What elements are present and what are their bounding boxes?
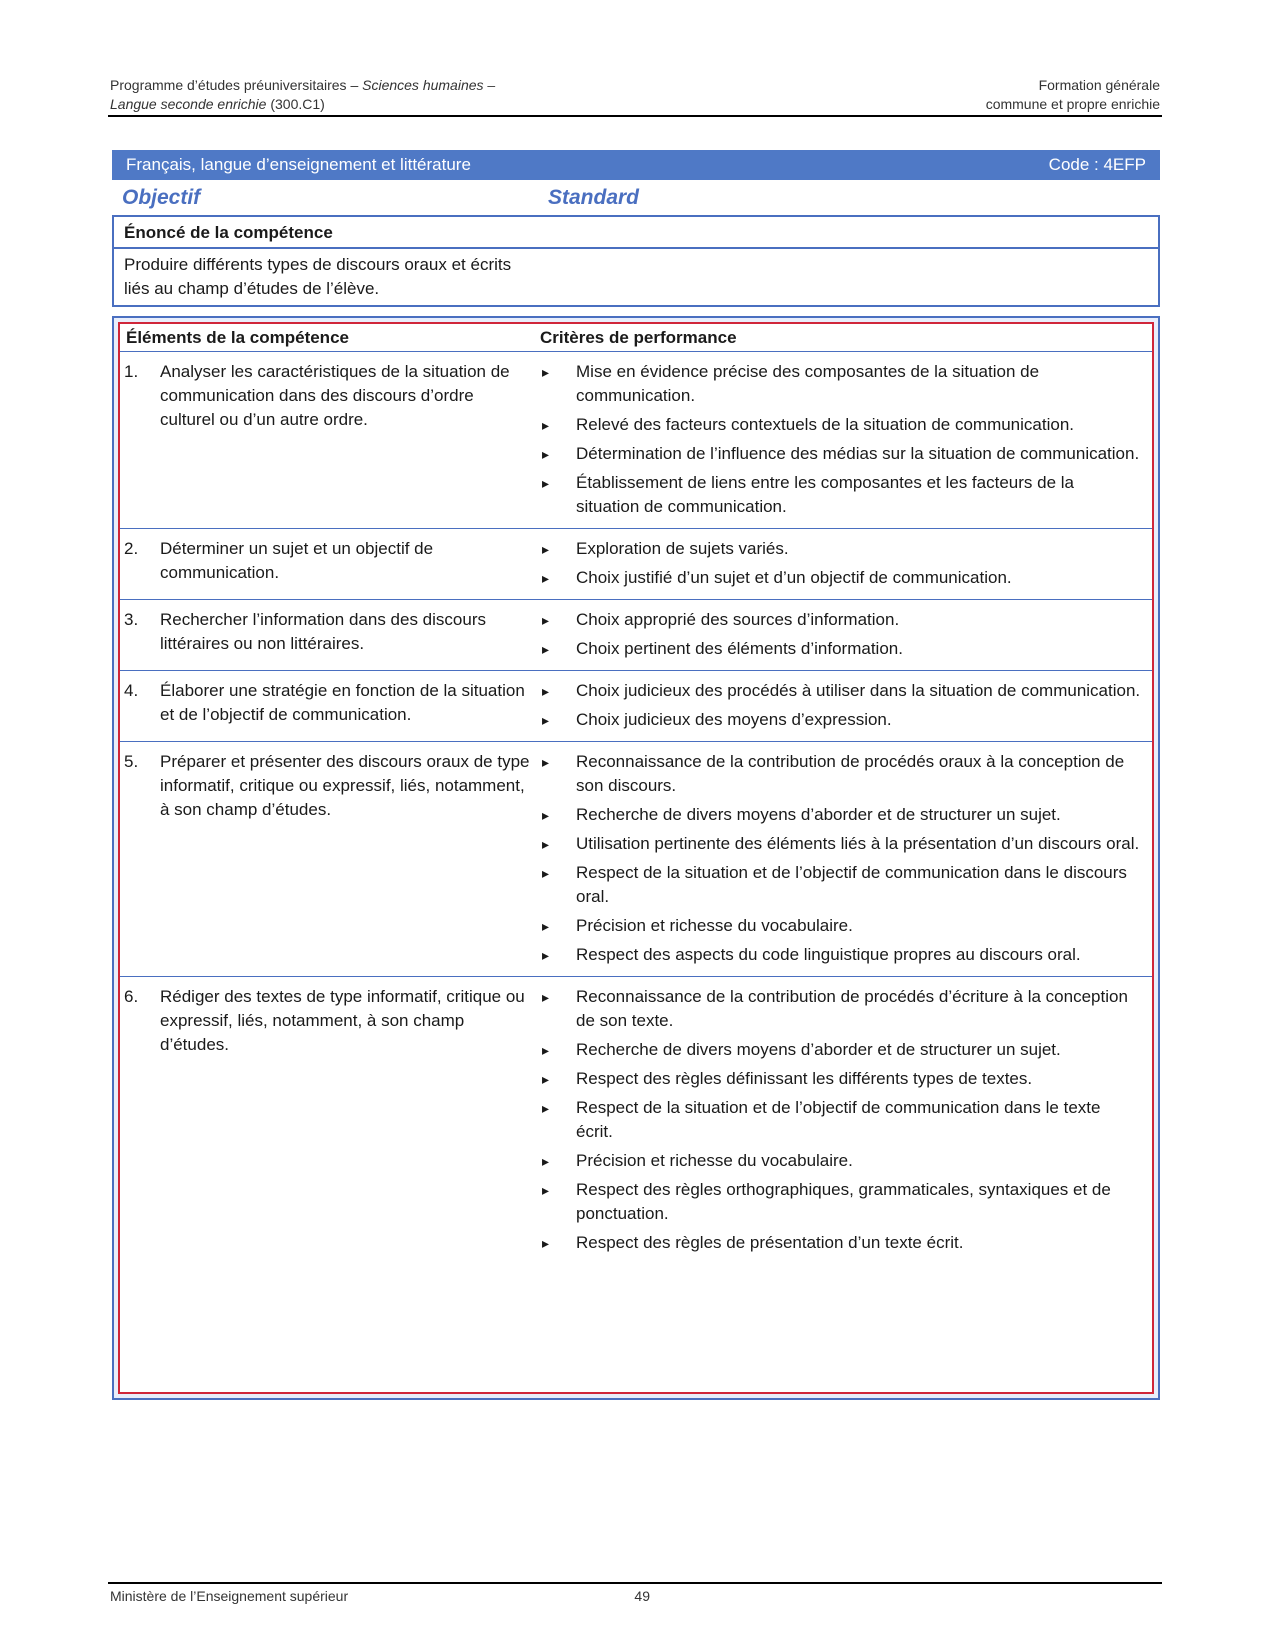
criterion-text: Choix judicieux des moyens d’expression. — [576, 710, 892, 729]
list-item — [540, 943, 1142, 967]
list-item — [540, 1067, 1142, 1091]
element-number: 6. — [124, 987, 139, 1006]
bullet-icon: ▸ — [542, 683, 550, 699]
criterion-text: Établissement de liens entre les composantes et les facteurs de la situation de communication. — [576, 473, 1074, 516]
table-row — [120, 977, 1152, 1264]
criterion-text: Mise en évidence précise des composantes de la situation de communication. — [576, 362, 1040, 405]
list-item — [540, 803, 1142, 827]
criterion-text: Respect des aspects du code linguistique propres au discours oral. — [576, 945, 1081, 964]
list-item — [540, 985, 1142, 1033]
page-header — [110, 76, 1160, 114]
competence-element — [120, 608, 540, 666]
course-code: Code : 4EFP — [1048, 155, 1146, 174]
bullet-icon: ▸ — [542, 1071, 550, 1087]
list-item — [540, 537, 1142, 561]
list-item — [540, 914, 1142, 938]
performance-criteria — [540, 750, 1152, 972]
criterion-text: Respect des règles de présentation d’un texte écrit. — [576, 1233, 964, 1252]
table-row — [120, 742, 1152, 977]
competence-statement-text: Produire différents types de discours oraux et écrits liés au champ d’études de l’élève. — [124, 255, 512, 298]
course-title: Français, langue d’enseignement et littérature — [126, 155, 471, 174]
list-item — [540, 1178, 1142, 1226]
element-text: Rédiger des textes de type informatif, critique ou expressif, liés, notamment, à son champ d’études. — [160, 987, 525, 1054]
competence-element — [120, 750, 540, 972]
competence-table-inner — [118, 322, 1154, 1394]
performance-criteria — [540, 679, 1152, 737]
list-item — [540, 360, 1142, 408]
performance-criteria — [540, 608, 1152, 666]
table-row — [120, 529, 1152, 600]
competence-element — [120, 679, 540, 737]
criterion-text: Respect de la situation et de l’objectif de communication dans le discours oral. — [576, 863, 1127, 906]
bullet-icon: ▸ — [542, 807, 550, 823]
competence-element — [120, 985, 540, 1260]
list-item — [540, 1149, 1142, 1173]
bullet-icon: ▸ — [542, 364, 550, 380]
bullet-icon: ▸ — [542, 570, 550, 586]
bullet-icon: ▸ — [542, 1042, 550, 1058]
criterion-text: Respect de la situation et de l’objectif de communication dans le texte écrit. — [576, 1098, 1101, 1141]
header-divider — [108, 115, 1162, 117]
list-item — [540, 442, 1142, 466]
bullet-icon: ▸ — [542, 641, 550, 657]
list-item — [540, 861, 1142, 909]
table-row — [120, 352, 1152, 529]
criterion-text: Recherche de divers moyens d’aborder et de structurer un sujet. — [576, 1040, 1061, 1059]
competence-element — [120, 537, 540, 595]
bullet-icon: ▸ — [542, 918, 550, 934]
bullet-icon: ▸ — [542, 446, 550, 462]
bullet-icon: ▸ — [542, 1235, 550, 1251]
footer-ministry: Ministère de l’Enseignement supérieur — [110, 1588, 349, 1604]
performance-criteria — [540, 360, 1152, 524]
criterion-text: Respect des règles orthographiques, grammaticales, syntaxiques et de ponctuation. — [576, 1180, 1111, 1223]
element-text: Préparer et présenter des discours oraux de type informatif, critique ou expressif, liés, notamment, à son champ d’études. — [160, 752, 530, 819]
header-formation-line2: commune et propre enrichie — [985, 96, 1160, 112]
criterion-text: Précision et richesse du vocabulaire. — [576, 1151, 853, 1170]
bullet-icon: ▸ — [542, 712, 550, 728]
element-number: 5. — [124, 752, 139, 771]
competence-table-header — [120, 324, 1152, 352]
element-text: Analyser les caractéristiques de la situation de communication dans des discours d’ordre culturel ou d’un autre ordre. — [160, 362, 510, 429]
list-item — [540, 471, 1142, 519]
competence-element — [120, 360, 540, 524]
element-text: Élaborer une stratégie en fonction de la situation et de l’objectif de communication. — [160, 681, 525, 724]
element-number: 1. — [124, 362, 139, 381]
performance-criteria — [540, 985, 1152, 1260]
bullet-icon: ▸ — [542, 475, 550, 491]
list-item — [540, 1096, 1142, 1144]
list-item — [540, 750, 1142, 798]
bullet-icon: ▸ — [542, 1100, 550, 1116]
criterion-text: Reconnaissance de la contribution de procédés oraux à la conception de son discours. — [576, 752, 1125, 795]
criterion-text: Choix pertinent des éléments d’information. — [576, 639, 903, 658]
list-item — [540, 637, 1142, 661]
header-formation: Formation générale — [1038, 77, 1160, 93]
footer-divider — [108, 1582, 1162, 1584]
criterion-text: Choix justifié d’un sujet et d’un objectif de communication. — [576, 568, 1012, 587]
column-header-elements: Éléments de la compétence — [126, 327, 349, 347]
criterion-text: Recherche de divers moyens d’aborder et de structurer un sujet. — [576, 805, 1061, 824]
bullet-icon: ▸ — [542, 612, 550, 628]
list-item — [540, 679, 1142, 703]
criterion-text: Exploration de sujets variés. — [576, 539, 789, 558]
objective-label: Objectif — [122, 186, 201, 209]
column-header-criteria: Critères de performance — [540, 327, 737, 347]
bullet-icon: ▸ — [542, 417, 550, 433]
criterion-text: Choix judicieux des procédés à utiliser dans la situation de communication. — [576, 681, 1141, 700]
competence-rows — [120, 352, 1152, 1264]
competence-statement-title: Énoncé de la compétence — [114, 217, 1158, 249]
competence-table — [112, 316, 1160, 1400]
list-item — [540, 566, 1142, 590]
criterion-text: Reconnaissance de la contribution de procédés d’écriture à la conception de son texte. — [576, 987, 1128, 1030]
course-title-bar — [112, 150, 1160, 180]
element-number: 2. — [124, 539, 139, 558]
criterion-text: Choix approprié des sources d’information. — [576, 610, 900, 629]
page-footer — [110, 1588, 650, 1604]
criterion-text: Détermination de l’influence des médias sur la situation de communication. — [576, 444, 1140, 463]
list-item — [540, 1231, 1142, 1255]
list-item — [540, 608, 1142, 632]
element-text: Rechercher l’information dans des discours littéraires ou non littéraires. — [160, 610, 486, 653]
criterion-text: Respect des règles définissant les différents types de textes. — [576, 1069, 1033, 1088]
list-item — [540, 1038, 1142, 1062]
performance-criteria — [540, 537, 1152, 595]
objective-standard-row — [122, 186, 1152, 214]
bullet-icon: ▸ — [542, 1182, 550, 1198]
element-number: 4. — [124, 681, 139, 700]
competence-statement-box — [112, 215, 1160, 307]
element-text: Déterminer un sujet et un objectif de communication. — [160, 539, 434, 582]
criterion-text: Relevé des facteurs contextuels de la situation de communication. — [576, 415, 1074, 434]
criterion-text: Utilisation pertinente des éléments liés à la présentation d’un discours oral. — [576, 834, 1140, 853]
list-item — [540, 832, 1142, 856]
page-number: 49 — [634, 1588, 650, 1604]
bullet-icon: ▸ — [542, 754, 550, 770]
bullet-icon: ▸ — [542, 989, 550, 1005]
bullet-icon: ▸ — [542, 1153, 550, 1169]
standard-label: Standard — [548, 186, 640, 209]
bullet-icon: ▸ — [542, 865, 550, 881]
list-item — [540, 708, 1142, 732]
header-program-line2: Langue seconde enrichie (300.C1) — [110, 96, 325, 112]
header-program: Programme d’études préuniversitaires – Sciences humaines – — [110, 77, 496, 93]
bullet-icon: ▸ — [542, 541, 550, 557]
table-row — [120, 671, 1152, 742]
bullet-icon: ▸ — [542, 836, 550, 852]
list-item — [540, 413, 1142, 437]
element-number: 3. — [124, 610, 139, 629]
bullet-icon: ▸ — [542, 947, 550, 963]
criterion-text: Précision et richesse du vocabulaire. — [576, 916, 853, 935]
table-row — [120, 600, 1152, 671]
